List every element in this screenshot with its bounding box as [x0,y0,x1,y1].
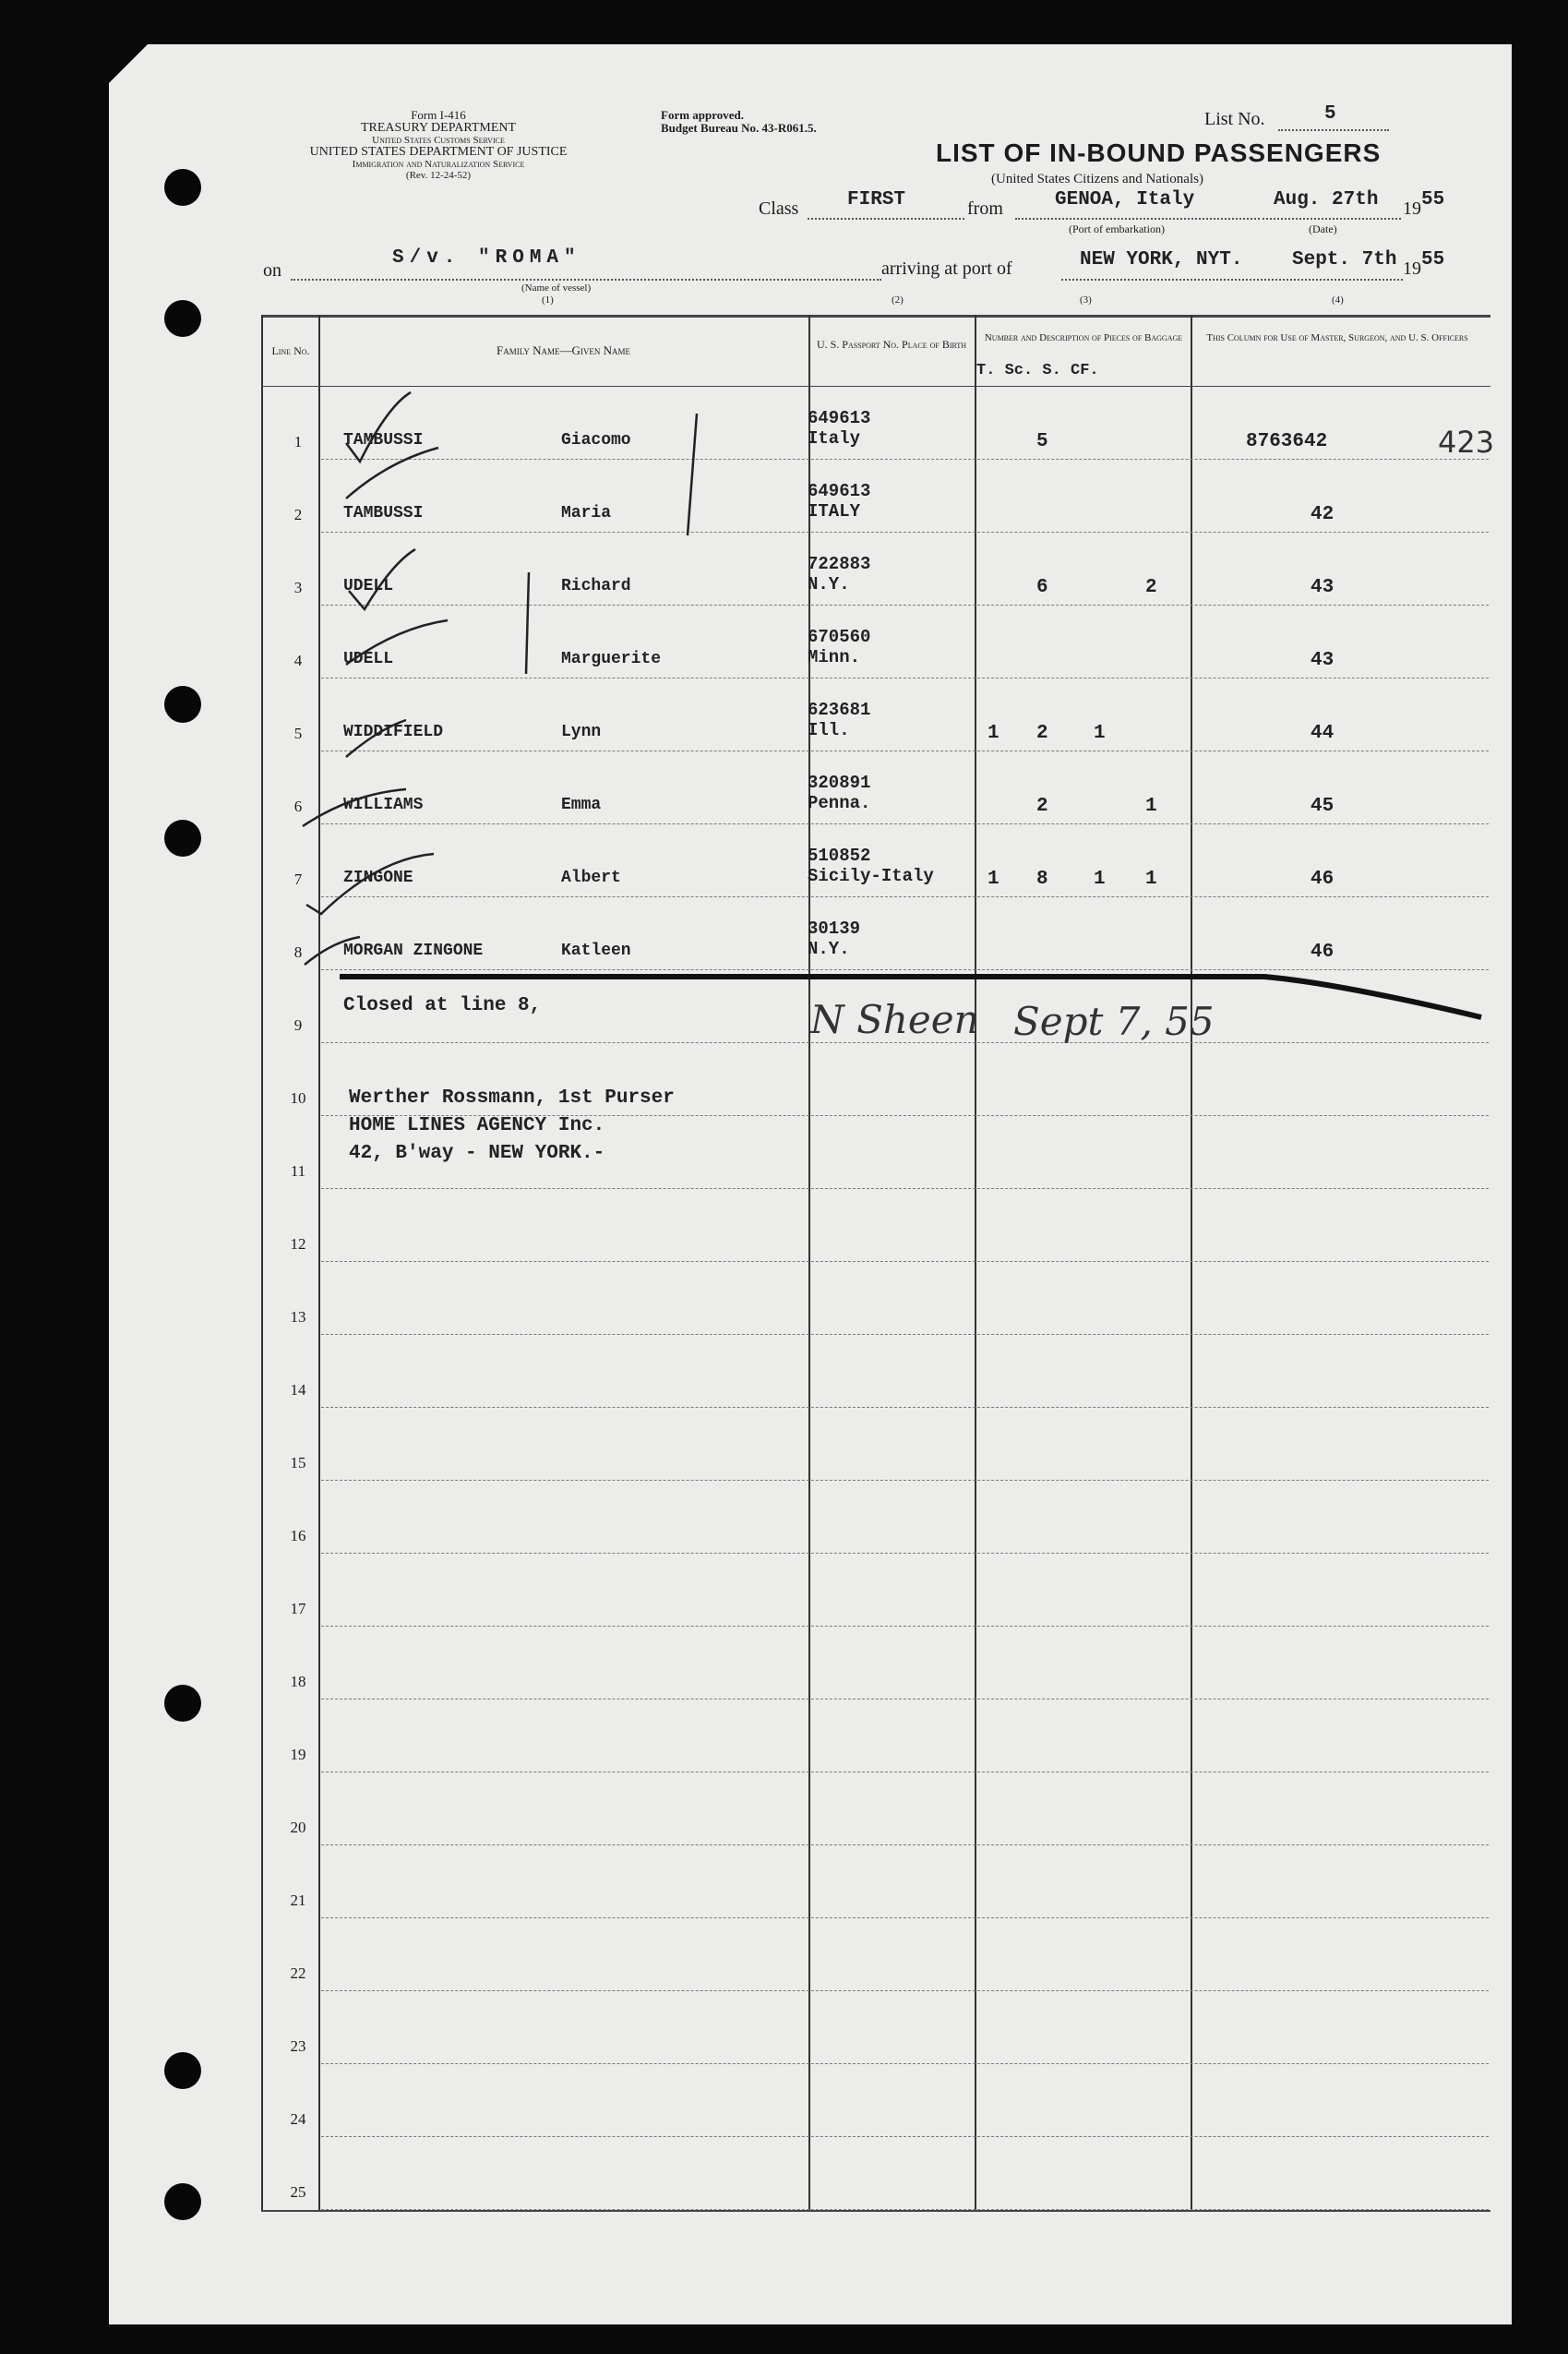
officer-number: 43 [1311,577,1335,598]
class-value: FIRST [847,189,906,210]
place-of-birth: Penna. [808,793,871,813]
given-name: Lynn [561,723,602,741]
line-number: 25 [290,2183,306,2201]
line-number: 24 [290,2110,306,2128]
passport-number: 30139 [808,919,861,939]
line-number: 16 [290,1527,306,1544]
closed-note: Closed at line 8, [343,995,542,1016]
list-no-label: List No. [1204,109,1265,129]
officer-number: 43 [1311,650,1335,671]
officer-number: 42 [1311,504,1335,525]
family-name: ZINGONE [343,869,413,887]
officer-number: 45 [1311,796,1335,817]
officer-signature: N Sheen [810,997,979,1042]
line-number: 22 [290,1964,306,1982]
line-number: 3 [293,579,303,596]
bag-t: 1 [987,723,999,744]
line-number: 12 [290,1235,306,1253]
passport-header: U. S. Passport No. Place of Birth [816,338,967,351]
baggage-subheader: T. Sc. S. CF. [976,362,1099,379]
family-name: UDELL [343,577,394,595]
passport-number: 623681 [808,700,871,720]
place-of-birth: Italy [808,428,861,449]
check-mark [306,854,434,914]
port-embark-caption: (Port of embarkation) [1069,222,1165,235]
officer-number: 8763642 [1246,431,1328,452]
customs-label: United States Customs Service [372,135,505,146]
from-label: from [967,198,1003,219]
line-number: 11 [290,1162,306,1180]
bag-sc: 8 [1036,869,1048,890]
line-no-header: Line No. [271,344,310,357]
bag-cf: 2 [1145,577,1157,598]
passport-number: 320891 [808,773,871,793]
agency-name: HOME LINES AGENCY Inc. [349,1115,605,1136]
check-mark [303,789,406,826]
family-name: WILLIAMS [343,796,424,814]
bag-sc: 5 [1036,431,1048,452]
tally-line [526,572,529,674]
place-of-birth: Ill. [808,720,850,740]
manifest-subtitle: (United States Citizens and Nationals) [991,172,1203,186]
passport-number: 649613 [808,481,871,501]
line-number: 2 [293,506,303,523]
check-mark [346,448,438,498]
line-number: 15 [290,1454,306,1471]
bag-sc: 6 [1036,577,1048,598]
passport-number: 510852 [808,846,871,866]
purser-name: Werther Rossmann, 1st Purser [349,1087,675,1109]
line-number: 8 [293,943,303,961]
officer-number: 44 [1311,723,1335,744]
officer-number: 46 [1311,942,1335,963]
place-of-birth: Sicily-Italy [808,866,934,886]
given-name: Marguerite [561,650,662,668]
check-mark [349,549,415,609]
passport-number: 649613 [808,408,871,428]
given-name: Emma [561,796,602,814]
class-label: Class [759,198,799,219]
line-number: 18 [290,1673,306,1690]
arrival-port: NEW YORK, NYT. [1080,249,1243,270]
signature-date: Sept 7, 55 [1013,999,1215,1044]
line-number: 14 [290,1381,306,1399]
bag-s: 1 [1094,869,1106,890]
family-name: MORGAN ZINGONE [343,942,484,960]
year-prefix: 19 [1403,198,1421,219]
manifest-title: LIST OF IN-BOUND PASSENGERS [936,138,1382,167]
vessel-caption: (Name of vessel) [521,282,592,294]
given-name: Maria [561,504,612,522]
margin-note: 423 [1438,425,1495,460]
bag-cf: 1 [1145,869,1157,890]
given-name: Richard [561,577,631,595]
list-no-value: 5 [1324,103,1336,125]
approved-label: Form approved. [661,108,745,122]
line-number: 20 [290,1819,306,1836]
given-name: Katleen [561,942,631,960]
officer-number: 46 [1311,869,1335,890]
family-name: UDELL [343,650,394,668]
family-name: WIDDIFIELD [343,723,444,741]
given-name: Albert [561,869,621,887]
check-mark [346,392,411,462]
col3-caption: (3) [1080,294,1092,306]
line-number: 5 [293,725,303,742]
line-number: 9 [293,1016,303,1034]
line-number: 19 [290,1746,306,1763]
bag-cf: 1 [1145,796,1157,817]
budget-label: Budget Bureau No. 43-R061.5. [661,121,817,135]
line-number: 7 [293,871,303,888]
line-number: 6 [293,798,303,815]
place-of-birth: N.Y. [808,574,850,595]
date-value: Aug. 27th [1274,189,1379,210]
bag-t: 1 [987,869,999,890]
check-mark [346,620,448,665]
from-value: GENOA, Italy [1055,189,1195,210]
on-label: on [263,260,281,281]
arrival-date: Sept. 7th [1292,249,1397,270]
arriving-label: arriving at port of [881,258,1012,279]
closing-stroke [340,977,1481,1017]
family-name: TAMBUSSI [343,431,424,450]
line-number: 4 [293,652,303,669]
line-number: 23 [290,2037,306,2055]
place-of-birth: Minn. [808,647,861,667]
bag-s: 1 [1094,723,1106,744]
officers-header: This Column for Use of Master, Surgeon, and U. S. Officers [1206,332,1468,343]
vessel-value: S/v. "ROMA" [392,247,581,269]
family-name: TAMBUSSI [343,504,424,522]
check-mark [305,937,360,965]
col2-caption: (2) [892,294,904,306]
baggage-header: Number and Description of Pieces of Baggage [984,332,1183,343]
rev-label: (Rev. 12-24-52) [405,170,472,181]
ins-label: Immigration and Naturalization Service [352,159,525,170]
arrival-year: 55 [1421,249,1445,270]
check-mark [346,720,406,757]
form-number: Form I-416 [411,108,466,122]
name-header: Family Name—Given Name [497,343,630,357]
arrival-year-prefix: 19 [1403,258,1421,279]
place-of-birth: ITALY [808,501,861,522]
tally-line [688,414,697,535]
passport-number: 670560 [808,627,871,647]
given-name: Giacomo [561,431,631,450]
bag-sc: 2 [1036,796,1048,817]
line-number: 13 [290,1308,306,1326]
agency-address: 42, B'way - NEW YORK.- [349,1143,605,1164]
col1-caption: (1) [542,294,554,306]
line-number: 10 [290,1089,306,1107]
date-caption: (Date) [1309,222,1337,235]
year-value: 55 [1421,189,1445,210]
col4-caption: (4) [1332,294,1344,306]
passport-number: 722883 [808,554,871,574]
treasury-label: TREASURY DEPARTMENT [360,121,517,135]
place-of-birth: N.Y. [808,939,850,959]
line-number: 17 [290,1600,306,1617]
bag-sc: 2 [1036,723,1048,744]
line-number: 1 [293,433,303,450]
line-number: 21 [290,1892,306,1909]
justice-label: UNITED STATES DEPARTMENT OF JUSTICE [309,145,568,159]
